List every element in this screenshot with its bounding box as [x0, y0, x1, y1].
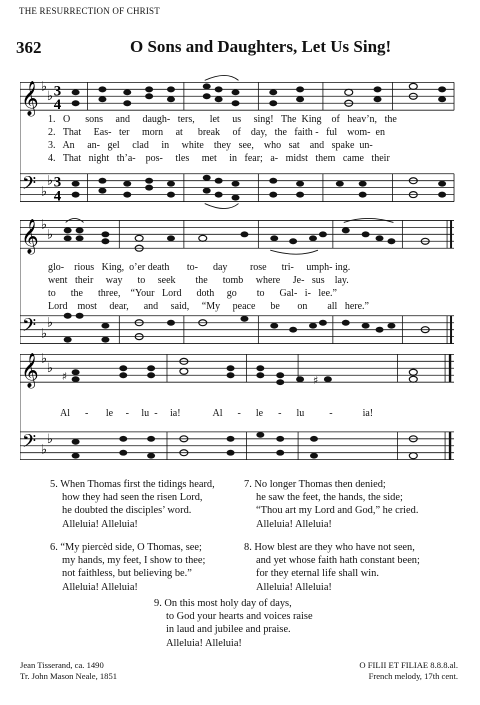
verse-5: 5. When Thomas first the tidings heard, how they had seen the risen Lord, he doubted the disciples’ word. Alleluia! Alleluia! [50, 479, 215, 530]
verse2-lyric-line-2: went their way to seek the tomb where Je- sus lay. [48, 275, 349, 286]
svg-text:♭: ♭ [40, 442, 47, 458]
music-system-1 [20, 58, 457, 218]
svg-text:♭: ♭ [46, 227, 53, 243]
verse-8: 8. How blest are they who have not seen, and yet whose faith hath constant been; for they eternal life shall win. Alleluia! Alleluia! [244, 542, 420, 593]
svg-text:4: 4 [53, 188, 62, 205]
svg-text:3: 3 [53, 83, 62, 100]
alleluia-lyric-line: Al - le - lu - ia! Al - le - lu - ia! [60, 408, 374, 419]
verse4-lyric-line-2: Lord most dear, and said, “My peace be on all here.” [48, 301, 369, 312]
svg-text:♭: ♭ [40, 217, 47, 233]
svg-text:♭: ♭ [40, 351, 47, 367]
svg-text:♭: ♭ [46, 173, 53, 189]
treble-clef-icon: 𝄞 [20, 81, 39, 117]
verse3-lyric-line-1: 3. An an- gel clad in white they see, who sat and spake un- [48, 140, 373, 151]
verse1-lyric-line-1: 1. O sons and daugh- ters, let us sing! The King of heav’n, the [48, 114, 397, 125]
svg-text:♯: ♯ [61, 370, 67, 384]
verse-7: 7. No longer Thomas then denied; he saw the feet, the hands, the side; “Thou art my Lord and God,” he cried. Alleluia! Alleluia! [244, 479, 419, 530]
svg-text:3: 3 [53, 174, 62, 191]
verse4-lyric-line-1: 4. That night th’a- pos- tles met in fear; a- midst them came their [48, 153, 390, 164]
svg-text:♭: ♭ [46, 89, 53, 105]
verse-9: 9. On this most holy day of days, to God your hearts and voices raise in laud and jubilee and praise. Alleluia! Alleluia! [154, 598, 313, 649]
text-author: Jean Tisserand, ca. 1490 [20, 660, 104, 670]
svg-text:♭: ♭ [46, 361, 53, 377]
section-header: THE RESURRECTION OF CHRIST [19, 6, 160, 16]
tune-credits [359, 660, 458, 682]
bass-clef-icon: 𝄢 [21, 315, 37, 341]
verse-6: 6. “My piercèd side, O Thomas, see; my hands, my feet, I show to thee; not faithless, but believing be.” Alleluia! Alleluia! [50, 542, 206, 593]
text-credits [20, 660, 117, 682]
verse1-lyric-line-2: glo- rious King, o’er death to- day rose tri- umph- ing. [48, 262, 351, 273]
treble-clef-icon: 𝄞 [20, 353, 39, 389]
hymn-title: O Sons and Daughters, Let Us Sing! [130, 37, 392, 56]
hymn-number: 362 [16, 38, 42, 57]
treble-clef-icon: 𝄞 [20, 219, 39, 255]
svg-text:♯: ♯ [312, 374, 319, 388]
tune-name: O FILII ET FILIAE 8.8.8.al. [359, 660, 458, 670]
bass-clef-icon: 𝄢 [21, 431, 37, 457]
svg-text:♭: ♭ [40, 184, 47, 200]
verse3-lyric-line-2: to the three, “Your Lord doth go to Gal- i- lee.” [48, 288, 337, 299]
svg-text:♭: ♭ [40, 326, 47, 342]
svg-text:♭: ♭ [40, 79, 47, 95]
tune-source: French melody, 17th cent. [368, 671, 458, 681]
translator: Tr. John Mason Neale, 1851 [20, 671, 118, 681]
svg-text:♭: ♭ [46, 431, 53, 447]
svg-text:♭: ♭ [46, 315, 53, 331]
svg-text:4: 4 [53, 97, 62, 114]
bass-clef-icon: 𝄢 [21, 173, 37, 199]
key-signature-flats [41, 351, 53, 457]
verse2-lyric-line-1: 2. That Eas- ter morn at break of day, the faith - ful wom- en [48, 127, 385, 138]
